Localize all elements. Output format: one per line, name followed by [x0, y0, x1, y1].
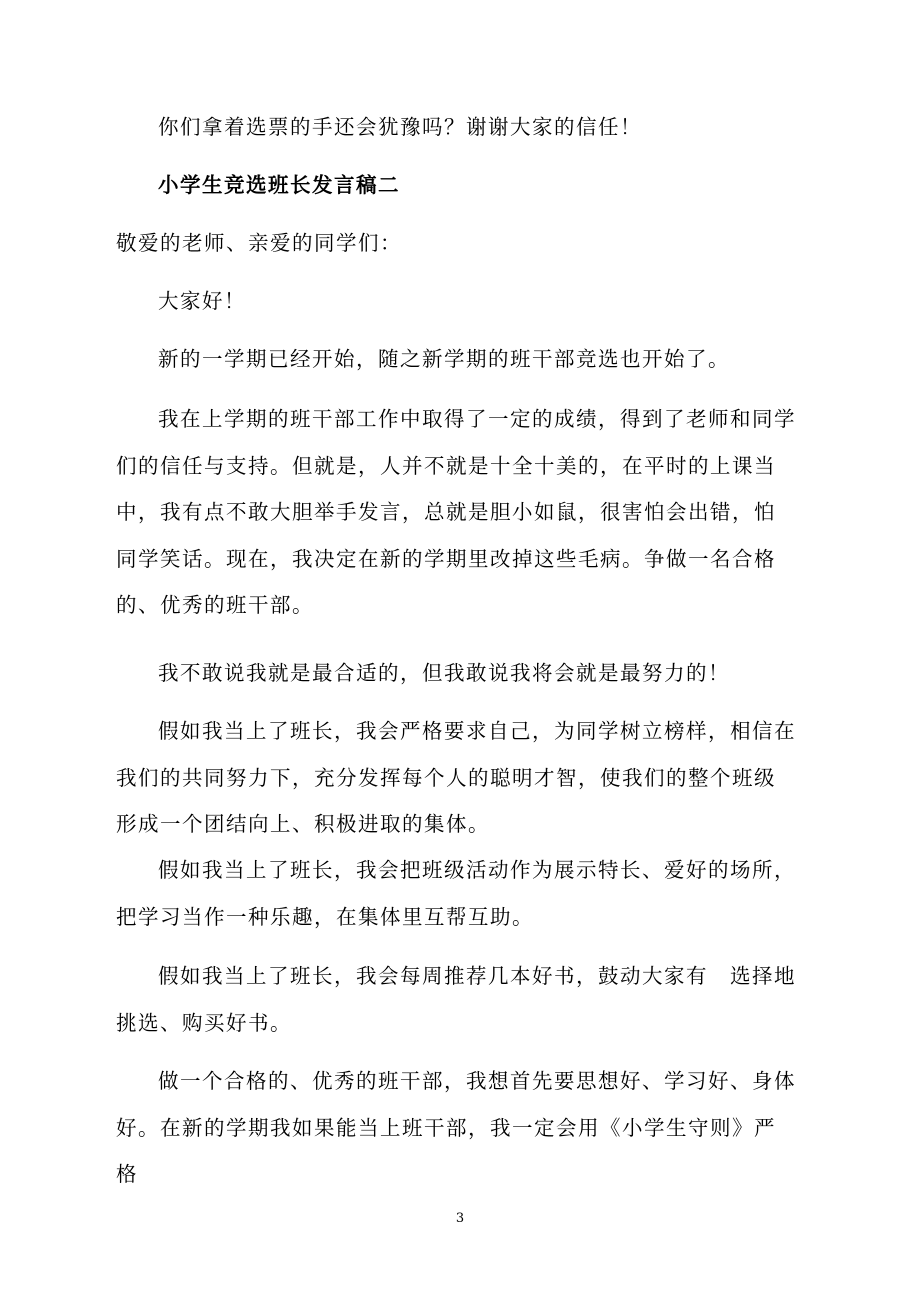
- paragraph-qualities: 做一个合格的、优秀的班干部，我想首先要思想好、学习好、身体好。在新的学期我如果能当上班干部，我一定会用《小学生守则》严格: [116, 1069, 796, 1186]
- paragraph-promise-2: 假如我当上了班长，我会把班级活动作为展示特长、爱好的场所，把学习当作一种乐趣，在集体里互帮互助。: [116, 858, 796, 929]
- section-heading: 小学生竞选班长发言稿二: [158, 173, 400, 197]
- salutation: 敬爱的老师、亲爱的同学们：: [116, 231, 402, 255]
- paragraph-promise-3: 假如我当上了班长，我会每周推荐几本好书，鼓动大家有 选择地挑选、购买好书。: [116, 964, 796, 1035]
- paragraph-commitment: 我不敢说我就是最合适的，但我敢说我将会就是最努力的！: [158, 661, 730, 685]
- paragraph-promise-1: 假如我当上了班长，我会严格要求自己，为同学树立榜样，相信在我们的共同努力下，充分发挥每个人的聪明才智，使我们的整个班级形成一个团结向上、积极进取的集体。: [116, 719, 796, 836]
- page-number: 3: [455, 1211, 465, 1226]
- closing-sentence: 你们拿着选票的手还会犹豫吗？谢谢大家的信任！: [158, 115, 642, 139]
- greeting: 大家好！: [158, 289, 246, 313]
- paragraph-intro: 新的一学期已经开始，随之新学期的班干部竞选也开始了。: [158, 347, 730, 371]
- paragraph-experience: 我在上学期的班干部工作中取得了一定的成绩，得到了老师和同学们的信任与支持。但就是，人并不就是十全十美的，在平时的上课当中，我有点不敢大胆举手发言，总就是胆小如鼠，很害怕会出错，怕同学笑话。现在，我决定在新的学期里改掉这些毛病。争做一名合格的、优秀的班干部。: [116, 407, 796, 617]
